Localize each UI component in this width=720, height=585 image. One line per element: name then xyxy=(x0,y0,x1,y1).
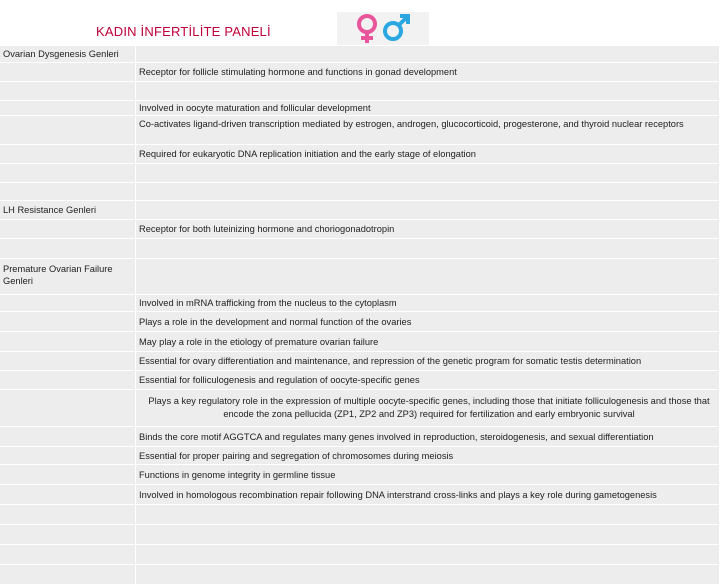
gene-function-cell: Co-activates ligand-driven transcription mediated by estrogen, androgen, glucocorticoid, progesterone, and thyroid nuclear receptors xyxy=(136,116,720,145)
female-symbol-icon xyxy=(359,16,375,43)
category-cell xyxy=(0,525,136,545)
category-cell xyxy=(0,485,136,505)
category-cell xyxy=(0,183,136,201)
category-cell xyxy=(0,371,136,390)
gene-function-cell xyxy=(136,201,720,220)
gene-function-cell: Involved in oocyte maturation and follicular development xyxy=(136,101,720,116)
gene-function-cell: Binds the core motif AGGTCA and regulates many genes involved in reproduction, steroidogenesis, and sexual differentiation xyxy=(136,427,720,447)
gene-function-cell: May play a role in the etiology of premature ovarian failure xyxy=(136,332,720,352)
gene-function-cell: Involved in mRNA trafficking from the nucleus to the cytoplasm xyxy=(136,295,720,312)
gene-function-cell xyxy=(136,505,720,525)
category-cell xyxy=(0,505,136,525)
gene-function-cell xyxy=(136,239,720,259)
category-cell xyxy=(0,295,136,312)
gene-function-cell: Essential for folliculogenesis and regulation of oocyte-specific genes xyxy=(136,371,720,390)
category-cell xyxy=(0,220,136,239)
gene-function-cell: Plays a role in the development and normal function of the ovaries xyxy=(136,312,720,332)
category-cell: Premature Ovarian Failure Genleri xyxy=(0,259,136,295)
gene-function-cell xyxy=(136,565,720,585)
gene-function-cell: Required for eukaryotic DNA replication initiation and the early stage of elongation xyxy=(136,145,720,164)
category-cell xyxy=(0,465,136,485)
gender-symbols-logo xyxy=(337,12,429,45)
gene-function-cell xyxy=(136,525,720,545)
gene-function-cell: Functions in genome integrity in germline tissue xyxy=(136,465,720,485)
category-cell xyxy=(0,164,136,183)
category-cell xyxy=(0,447,136,465)
category-cell xyxy=(0,332,136,352)
category-cell xyxy=(0,239,136,259)
category-cell xyxy=(0,352,136,371)
gene-function-cell xyxy=(136,545,720,565)
gene-function-cell: Receptor for follicle stimulating hormone and functions in gonad development xyxy=(136,63,720,82)
panel-title: KADIN İNFERTİLİTE PANELİ xyxy=(96,24,271,39)
gene-function-cell xyxy=(136,82,720,101)
gene-function-cell: Essential for proper pairing and segregation of chromosomes during meiosis xyxy=(136,447,720,465)
category-cell xyxy=(0,427,136,447)
male-symbol-icon xyxy=(385,16,408,39)
category-cell: LH Resistance Genleri xyxy=(0,201,136,220)
category-cell xyxy=(0,312,136,332)
category-cell xyxy=(0,565,136,585)
category-cell xyxy=(0,63,136,82)
gene-panel-table xyxy=(0,46,720,585)
gene-function-cell: Plays a key regulatory role in the expression of multiple oocyte-specific genes, including those that initiate folliculogenesis and those that encode the zona pellucida (ZP1, ZP2 and ZP3) required for fertilization and early embryonic survival xyxy=(136,390,720,427)
category-cell xyxy=(0,116,136,145)
category-cell xyxy=(0,545,136,565)
category-cell: Ovarian Dysgenesis Genleri xyxy=(0,46,136,63)
gene-function-cell xyxy=(136,259,720,295)
gene-function-cell: Essential for ovary differentiation and maintenance, and repression of the genetic program for somatic testis determination xyxy=(136,352,720,371)
gene-function-cell xyxy=(136,164,720,183)
category-cell xyxy=(0,145,136,164)
gene-function-cell: Receptor for both luteinizing hormone and choriogonadotropin xyxy=(136,220,720,239)
gene-function-cell xyxy=(136,183,720,201)
category-cell xyxy=(0,390,136,427)
category-cell xyxy=(0,101,136,116)
gene-function-cell xyxy=(136,46,720,63)
gene-function-cell: Involved in homologous recombination repair following DNA interstrand cross-links and plays a key role during gametogenesis xyxy=(136,485,720,505)
category-cell xyxy=(0,82,136,101)
